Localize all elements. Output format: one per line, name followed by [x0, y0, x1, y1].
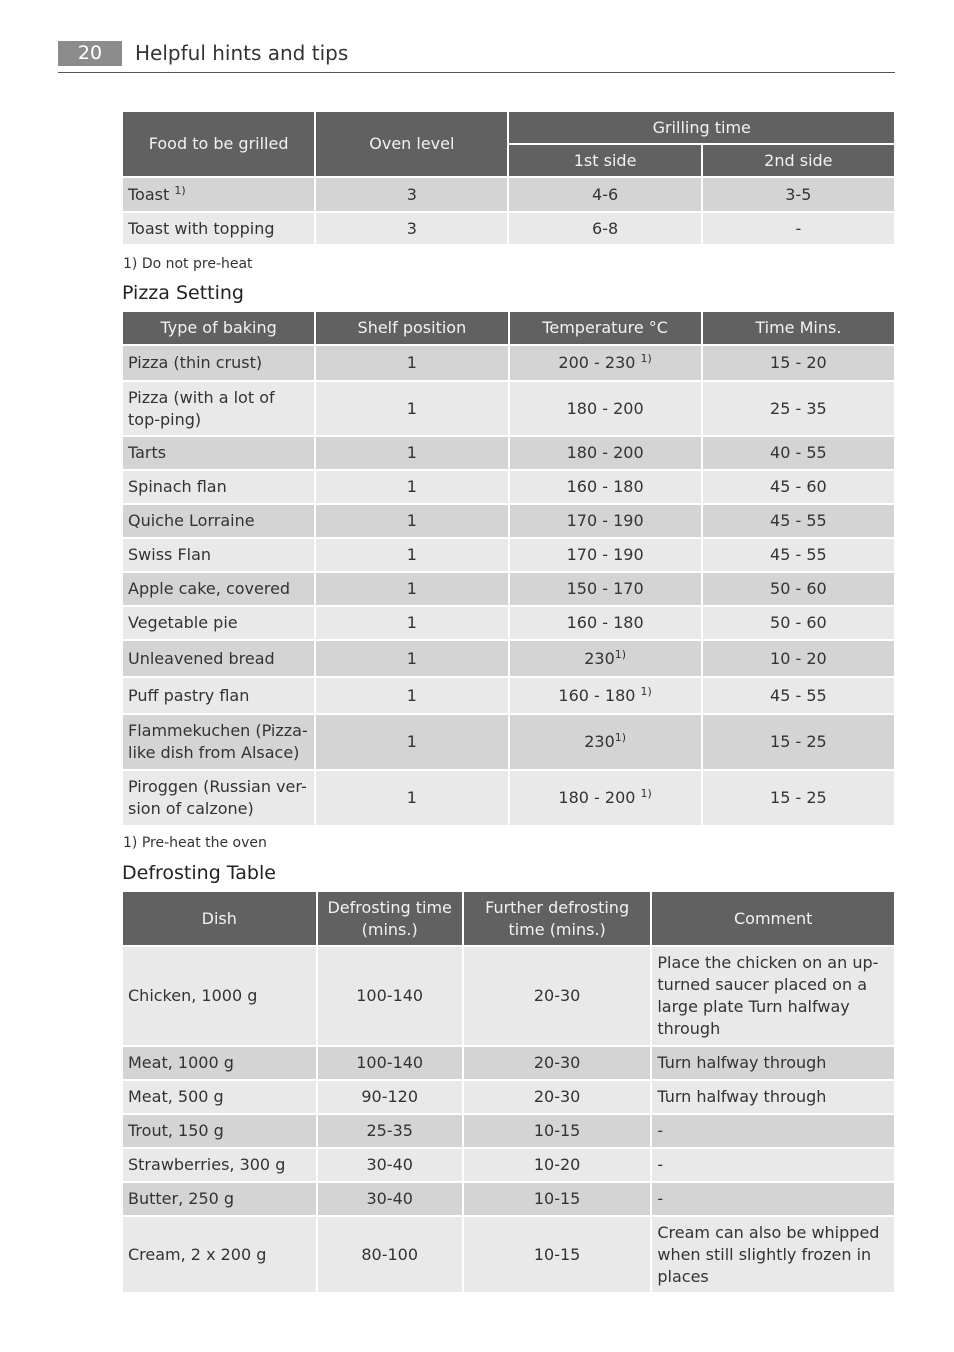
pizza-time-cell: 40 - 55: [703, 437, 894, 469]
defrost-time-cell: 90-120: [318, 1081, 462, 1113]
pizza-time-cell: 15 - 25: [703, 715, 894, 769]
cell-text: 180 - 200: [566, 398, 644, 418]
grill-body: [123, 178, 894, 244]
defrost-further-cell: 10-15: [464, 1217, 650, 1292]
grill-side2-cell: 3-5: [703, 178, 894, 211]
defrost-header-dish: Dish: [123, 892, 316, 945]
pizza-shelf-cell: 1: [316, 539, 507, 571]
page-header: [58, 41, 895, 73]
pizza-temp-cell: [510, 641, 701, 676]
grill-header-food: Food to be grilled: [123, 112, 314, 176]
grill-side2-cell: -: [703, 213, 894, 244]
defrost-dish-cell: Chicken, 1000 g: [123, 947, 316, 1045]
grill-food-cell: Toast with topping: [123, 213, 314, 244]
pizza-shelf-cell: 1: [316, 607, 507, 639]
table-row: [123, 607, 894, 639]
pizza-shelf-cell: 1: [316, 382, 507, 435]
grilling-table: [121, 110, 896, 246]
defrost-comment-cell: Turn halfway through: [652, 1081, 894, 1113]
cell-text: 160 - 180: [566, 477, 644, 496]
pizza-temp-cell: [510, 471, 701, 503]
pizza-temp-cell: [510, 437, 701, 469]
table-row: [123, 715, 894, 769]
pizza-temp-cell: [510, 505, 701, 537]
table-row: [123, 346, 894, 380]
grill-food-cell: [123, 178, 314, 211]
pizza-type-cell: Swiss Flan: [123, 539, 314, 571]
footnote-mark: 1): [640, 684, 652, 698]
defrost-header-time: Defrosting time (mins.): [318, 892, 462, 945]
cell-text: 230: [584, 648, 615, 668]
grill-header-time: Grilling time: [509, 112, 894, 143]
table-row: [123, 382, 894, 435]
pizza-type-cell: Puff pastry flan: [123, 678, 314, 713]
table-row: [123, 1149, 894, 1181]
pizza-time-cell: 10 - 20: [703, 641, 894, 676]
table-row: [123, 471, 894, 503]
cell-text: Toast: [128, 184, 170, 204]
footnote-mark: 1): [614, 647, 627, 661]
pizza-temp-cell: [510, 382, 701, 435]
pizza-header-shelf: Shelf position: [316, 312, 507, 344]
table-row: [123, 771, 894, 825]
pizza-time-cell: 15 - 25: [703, 771, 894, 825]
pizza-time-cell: 15 - 20: [703, 346, 894, 380]
pizza-body: [123, 346, 894, 825]
pizza-type-cell: Pizza (with a lot of top-ping): [123, 382, 314, 435]
pizza-shelf-cell: 1: [316, 505, 507, 537]
defrost-dish-cell: Meat, 500 g: [123, 1081, 316, 1113]
cell-text: 160 - 180: [558, 685, 636, 705]
defrost-comment-cell: Place the chicken on an up-turned saucer placed on a large plate Turn halfway through: [652, 947, 894, 1045]
pizza-shelf-cell: 1: [316, 346, 507, 380]
defrost-body: [123, 947, 894, 1292]
table-row: [123, 213, 894, 244]
pizza-time-cell: 45 - 55: [703, 539, 894, 571]
pizza-section-title: Pizza Setting: [122, 282, 244, 304]
pizza-shelf-cell: 1: [316, 678, 507, 713]
grill-side1-cell: 4-6: [509, 178, 700, 211]
pizza-temp-cell: [510, 346, 701, 380]
grill-level-cell: 3: [316, 213, 507, 244]
pizza-header-temp: Temperature °C: [510, 312, 701, 344]
pizza-time-cell: 50 - 60: [703, 573, 894, 605]
grill-side1-cell: 6-8: [509, 213, 700, 244]
defrost-dish-cell: Meat, 1000 g: [123, 1047, 316, 1079]
pizza-type-cell: Flammekuchen (Pizza-like dish from Alsace): [123, 715, 314, 769]
cell-text: 160 - 180: [566, 613, 644, 632]
defrost-header-comment: Comment: [652, 892, 894, 945]
cell-text: 180 - 200: [558, 788, 636, 807]
pizza-temp-cell: [510, 539, 701, 571]
defrost-header-further: Further defrosting time (mins.): [464, 892, 650, 945]
cell-text: 170 - 190: [566, 511, 644, 530]
pizza-type-cell: Piroggen (Russian ver-sion of calzone): [123, 771, 314, 825]
pizza-time-cell: 25 - 35: [703, 382, 894, 435]
defrost-further-cell: 10-15: [464, 1115, 650, 1147]
table-row: [123, 178, 894, 211]
footnote-mark: 1): [614, 731, 627, 744]
grill-header-side2: 2nd side: [703, 145, 894, 176]
cell-text: 200 - 230: [558, 353, 636, 372]
pizza-type-cell: Quiche Lorraine: [123, 505, 314, 537]
pizza-time-cell: 50 - 60: [703, 607, 894, 639]
pizza-shelf-cell: 1: [316, 437, 507, 469]
table-row: [123, 539, 894, 571]
pizza-time-cell: 45 - 55: [703, 505, 894, 537]
table-row: [123, 1115, 894, 1147]
footnote-mark: 1): [640, 352, 652, 365]
pizza-temp-cell: [510, 715, 701, 769]
table-row: [123, 641, 894, 676]
defrost-further-cell: 10-15: [464, 1183, 650, 1215]
table-row: [123, 1183, 894, 1215]
pizza-header-type: Type of baking: [123, 312, 314, 344]
defrost-time-cell: 100-140: [318, 947, 462, 1045]
pizza-time-cell: 45 - 55: [703, 678, 894, 713]
defrost-time-cell: 100-140: [318, 1047, 462, 1079]
defrost-further-cell: 10-20: [464, 1149, 650, 1181]
footnote-mark: 1): [174, 183, 186, 197]
pizza-shelf-cell: 1: [316, 573, 507, 605]
cell-text: 150 - 170: [566, 579, 644, 598]
table-row: [123, 505, 894, 537]
defrost-dish-cell: Trout, 150 g: [123, 1115, 316, 1147]
cell-text: 170 - 190: [566, 545, 644, 564]
table-row: [123, 1047, 894, 1079]
defrost-further-cell: 20-30: [464, 1047, 650, 1079]
table-row: [123, 947, 894, 1045]
pizza-shelf-cell: 1: [316, 471, 507, 503]
page-title: Helpful hints and tips: [135, 41, 349, 65]
pizza-shelf-cell: 1: [316, 771, 507, 825]
pizza-shelf-cell: 1: [316, 715, 507, 769]
pizza-time-cell: 45 - 60: [703, 471, 894, 503]
pizza-temp-cell: [510, 678, 701, 713]
defrost-comment-cell: Turn halfway through: [652, 1047, 894, 1079]
defrost-further-cell: 20-30: [464, 1081, 650, 1113]
pizza-type-cell: Unleavened bread: [123, 641, 314, 676]
pizza-type-cell: Apple cake, covered: [123, 573, 314, 605]
table-row: [123, 1217, 894, 1292]
cell-text: 230: [584, 732, 615, 751]
table-row: [123, 437, 894, 469]
pizza-temp-cell: [510, 607, 701, 639]
pizza-type-cell: Pizza (thin crust): [123, 346, 314, 380]
defrost-dish-cell: Butter, 250 g: [123, 1183, 316, 1215]
pizza-temp-cell: [510, 573, 701, 605]
footnote-mark: 1): [640, 787, 652, 800]
pizza-header-time: Time Mins.: [703, 312, 894, 344]
defrost-further-cell: 20-30: [464, 947, 650, 1045]
table-row: [123, 678, 894, 713]
pizza-shelf-cell: 1: [316, 641, 507, 676]
defrost-time-cell: 25-35: [318, 1115, 462, 1147]
defrost-time-cell: 80-100: [318, 1217, 462, 1292]
defrost-section-title: Defrosting Table: [122, 862, 276, 884]
table-row: [123, 573, 894, 605]
table-row: [123, 1081, 894, 1113]
defrost-table: [121, 890, 896, 1294]
grill-footnote: 1) Do not pre-heat: [123, 256, 253, 272]
pizza-type-cell: Vegetable pie: [123, 607, 314, 639]
defrost-dish-cell: Strawberries, 300 g: [123, 1149, 316, 1181]
cell-text: 180 - 200: [566, 443, 644, 462]
pizza-footnote: 1) Pre-heat the oven: [123, 835, 267, 851]
defrost-comment-cell: Cream can also be whipped when still slightly frozen in places: [652, 1217, 894, 1292]
pizza-temp-cell: [510, 771, 701, 825]
grill-header-level: Oven level: [316, 112, 507, 176]
defrost-comment-cell: -: [652, 1183, 894, 1215]
defrost-time-cell: 30-40: [318, 1149, 462, 1181]
defrost-comment-cell: -: [652, 1149, 894, 1181]
defrost-dish-cell: Cream, 2 x 200 g: [123, 1217, 316, 1292]
pizza-type-cell: Spinach flan: [123, 471, 314, 503]
pizza-type-cell: Tarts: [123, 437, 314, 469]
defrost-time-cell: 30-40: [318, 1183, 462, 1215]
pizza-table: [121, 310, 896, 827]
page-number: 20: [58, 41, 122, 66]
defrost-comment-cell: -: [652, 1115, 894, 1147]
grill-header-side1: 1st side: [509, 145, 700, 176]
grill-level-cell: 3: [316, 178, 507, 211]
